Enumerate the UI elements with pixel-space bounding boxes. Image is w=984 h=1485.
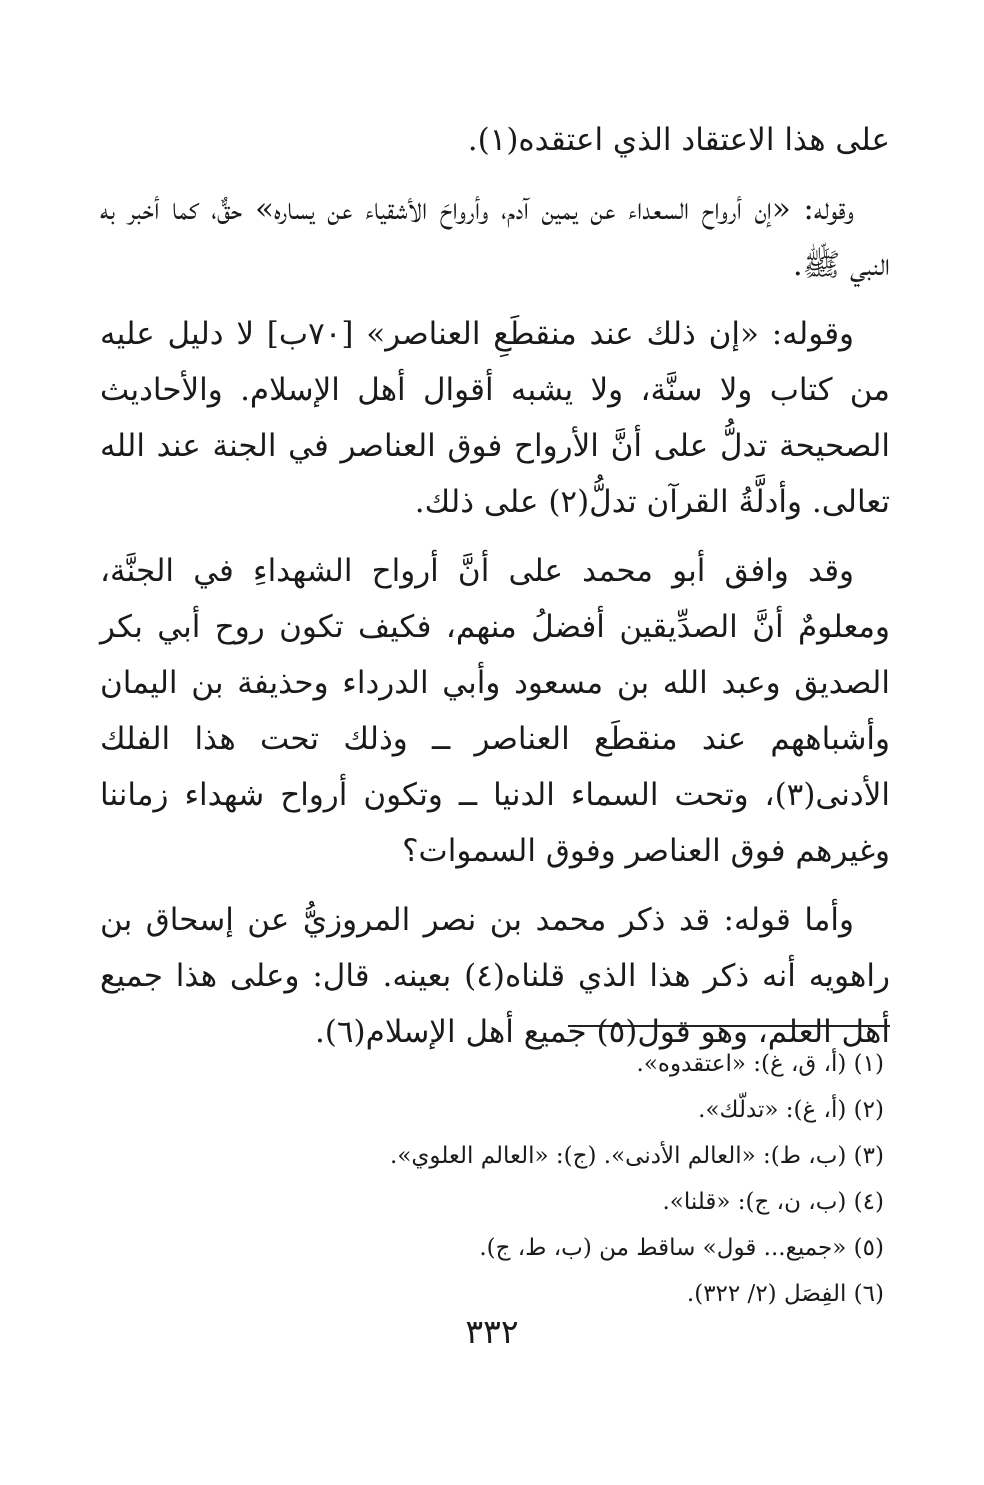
- footnote: [100, 1179, 890, 1225]
- footnote-text: «جميع... قول» ساقط من (ب، ط، ج).: [479, 1235, 847, 1261]
- footnotes-list: [100, 1041, 890, 1317]
- footnote: [100, 1041, 890, 1087]
- footnote-number: (٣): [853, 1143, 884, 1169]
- footnote-number: (٤): [853, 1189, 884, 1215]
- footnote-text: (ب، ط): «العالم الأدنى». (ج): «العالم العلوي».: [390, 1143, 847, 1169]
- paragraph: وقوله: «إن ذلك عند منقطَعِ العناصر» [٧٠ب] لا دليل عليه من كتاب ولا سنَّة، ولا يشبه أقوال أهل الإسلام. والأحاديث الصحيحة تدلُّ على أنَّ الأرواح فوق العناصر في الجنة عند الله تعالى. وأدلَّةُ القرآن تدلُّ(٢) على ذلك.: [100, 316, 890, 520]
- paragraph: على هذا الاعتقاد الذي اعتقده(١).: [467, 122, 890, 158]
- page-number: ٣٣٢: [465, 1312, 519, 1351]
- footnote-text: (أ، غ): «تدلّك».: [698, 1097, 847, 1123]
- footnote: [100, 1225, 890, 1271]
- footnote: [100, 1087, 890, 1133]
- footnote-text: (ب، ن، ج): «قلنا».: [662, 1189, 847, 1215]
- paragraph: وأما قوله: قد ذكر محمد بن نصر المروزيُّ عن إسحاق بن راهويه أنه ذكر هذا الذي قلناه(٤) بعينه. قال: وعلى هذا جميع أهل العلم، وهو قول(٥) جميع أهل الإسلام(٦).: [100, 902, 890, 1050]
- paragraph: وقوله: «إن أرواح السعداء عن يمين آدم، وأرواحَ الأشقياء عن يساره» حقٌّ، كما أخبر به النبي ﷺ.: [100, 191, 890, 283]
- footnote-number: (٢): [853, 1097, 884, 1123]
- footnote: [100, 1133, 890, 1179]
- main-text: [100, 112, 890, 1060]
- footnote-number: (١): [853, 1051, 884, 1077]
- footnote: [100, 1271, 890, 1317]
- footnote-divider: [568, 1025, 890, 1027]
- footnote-number: (٥): [853, 1235, 884, 1261]
- footnote-number: (٦): [853, 1281, 884, 1307]
- footnote-text: الفِصَل (٢/ ٣٢٢).: [686, 1281, 847, 1307]
- footnote-text: (أ، ق، غ): «اعتقدوه».: [636, 1051, 847, 1077]
- paragraph: وقد وافق أبو محمد على أنَّ أرواح الشهداءِ في الجنَّة، ومعلومٌ أنَّ الصدِّيقين أفضلُ منهم، فكيف تكون روح أبي بكر الصديق وعبد الله بن مسعود وأبي الدرداء وحذيفة بن اليمان وأشباههم عند منقطَع العناصر ــ وذلك تحت هذا الفلك الأدنى(٣)، وتحت السماء الدنيا ــ وتكون أرواح شهداء زماننا وغيرهم فوق العناصر وفوق السموات؟: [100, 553, 890, 869]
